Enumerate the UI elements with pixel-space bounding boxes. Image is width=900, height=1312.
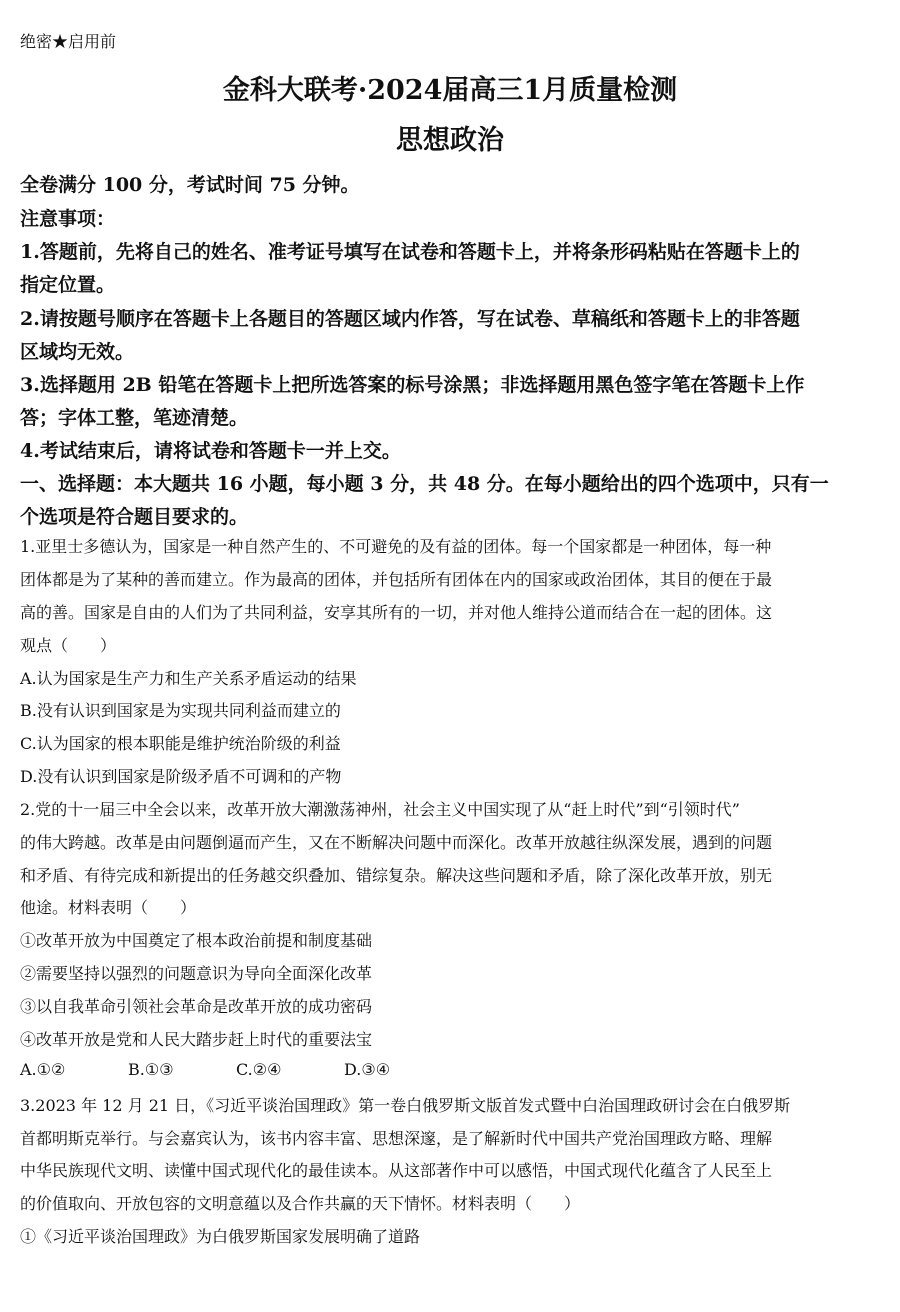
statement-item: ①《习近平谈治国理政》为白俄罗斯国家发展明确了道路 — [20, 1227, 421, 1246]
answer-option: D.没有认识到国家是阶级矛盾不可调和的产物 — [20, 767, 342, 786]
statement-item: ②需要坚持以强烈的问题意识为导向全面深化改革 — [20, 964, 373, 983]
answer-option: C.认为国家的根本职能是维护统治阶级的利益 — [20, 734, 341, 753]
question-stem-line: 的伟大跨越。改革是由问题倒逼而产生，又在不断解决问题中而深化。改革开放越往纵深发展，遇到的问题 — [20, 833, 773, 852]
question-stem-line: 团体都是为了某种的善而建立。作为最高的团体，并包括所有团体在内的国家或政治团体，其目的便在于最 — [20, 570, 773, 589]
answer-option: A.认为国家是生产力和生产关系矛盾运动的结果 — [20, 669, 357, 688]
subject-title: 思想政治 — [396, 125, 504, 156]
question-stem-line: 高的善。国家是自由的人们为了共同利益，安享其所有的一切，并对他人维持公道而结合在一起的团体。这 — [20, 603, 773, 622]
question-stem-line: 1.亚里士多德认为，国家是一种自然产生的、不可避免的及有益的团体。每一个国家都是一种团体，每一种 — [20, 537, 772, 556]
question-stem-line: 观点（ ） — [20, 636, 117, 655]
instruction-line: 2.请按题号顺序在答题卡上各题目的答题区域内作答，写在试卷、草稿纸和答题卡上的非答题 — [20, 308, 800, 330]
question-stem-line: 中华民族现代文明、读懂中国式现代化的最佳读本。从这部著作中可以感悟，中国式现代化蕴含了人民至上 — [20, 1161, 773, 1180]
instruction-line: 指定位置。 — [20, 274, 116, 296]
instruction-line: 3.选择题用 2B 铅笔在答题卡上把所选答案的标号涂黑；非选择题用黑色签字笔在答题卡上作 — [20, 374, 805, 396]
question-stem-line: 首都明斯克举行。与会嘉宾认为，该书内容丰富、思想深邃，是了解新时代中国共产党治国理政方略、理解 — [20, 1129, 773, 1148]
notice-title: 注意事项： — [20, 208, 116, 230]
question-stem-line: 他途。材料表明（ ） — [20, 898, 197, 917]
instruction-line: 4.考试结束后，请将试卷和答题卡一并上交。 — [20, 440, 401, 462]
answer-option: C.②④ — [236, 1060, 282, 1079]
question-stem-line: 和矛盾、有待完成和新提出的任务越交织叠加、错综复杂。解决这些问题和矛盾，除了深化改革开放，别无 — [20, 866, 773, 885]
instruction-line: 答；字体工整，笔迹清楚。 — [20, 407, 249, 429]
question-stem-line: 3.2023 年 12 月 21 日，《习近平谈治国理政》第一卷白俄罗斯文版首发式暨中白治国理政研讨会在白俄罗斯 — [20, 1096, 791, 1115]
exam-title: 金科大联考·2024届高三1月质量检测 — [222, 75, 678, 106]
instruction-line: 区域均无效。 — [20, 341, 135, 363]
statement-item: ③以自我革命引领社会革命是改革开放的成功密码 — [20, 997, 373, 1016]
score-time-line: 全卷满分 100 分，考试时间 75 分钟。 — [20, 174, 360, 196]
answer-option: A.①② — [20, 1060, 66, 1079]
statement-item: ①改革开放为中国奠定了根本政治前提和制度基础 — [20, 931, 373, 950]
instruction-line: 1.答题前，先将自己的姓名、准考证号填写在试卷和答题卡上，并将条形码粘贴在答题卡上的 — [20, 241, 800, 263]
question-stem-line: 的价值取向、开放包容的文明意蕴以及合作共赢的天下情怀。材料表明（ ） — [20, 1194, 581, 1213]
statement-item: ④改革开放是党和人民大踏步赶上时代的重要法宝 — [20, 1030, 373, 1049]
question-stem-line: 2.党的十一届三中全会以来，改革开放大潮激荡神州，社会主义中国实现了从“赶上时代”到“引领时代” — [20, 800, 740, 819]
section-heading: 一、选择题：本大题共 16 小题，每小题 3 分，共 48 分。在每小题给出的四个选项中，只有一 — [20, 473, 829, 495]
section-heading: 个选项是符合题目要求的。 — [20, 506, 249, 528]
answer-options-row — [20, 1060, 390, 1079]
answer-option: D.③④ — [344, 1060, 391, 1079]
confidential-label: 绝密★启用前 — [20, 32, 117, 51]
answer-option: B.没有认识到国家是为实现共同利益而建立的 — [20, 701, 341, 720]
answer-option: B.①③ — [128, 1060, 174, 1079]
